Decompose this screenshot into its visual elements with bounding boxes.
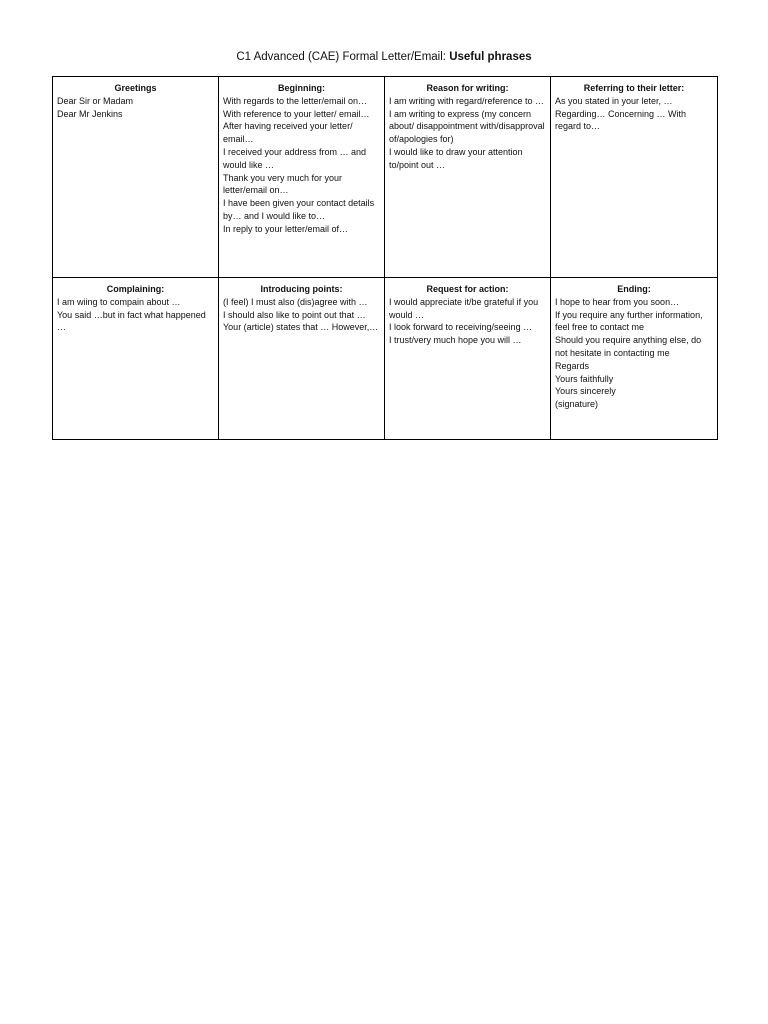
- cell-heading: Reason for writing:: [426, 83, 509, 93]
- cell-heading: Ending:: [617, 284, 651, 294]
- cell-request-for-action: [385, 278, 551, 440]
- phrase-line: I look forward to receiving/seeing …: [389, 322, 533, 333]
- phrase-line: (I feel) I must also (dis)agree with …: [223, 296, 368, 307]
- page-title: [0, 51, 768, 63]
- cell-heading: Request for action:: [426, 284, 509, 294]
- cell-greetings: [53, 77, 219, 278]
- phrase-line: I would appreciate it/be grateful if you would …: [389, 296, 539, 320]
- phrase-line: I have been given your contact details by… and I would like to…: [223, 198, 375, 221]
- phrase-line: Should you require anything else, do not hesitate in contacting me: [555, 335, 702, 358]
- phrase-line: I am writing with regard/reference to …: [389, 95, 545, 106]
- phrase-line: Regards: [555, 360, 590, 371]
- cell-ending: [551, 278, 718, 440]
- cell-heading: Complaining:: [106, 284, 165, 294]
- cell-introducing-points: [219, 278, 385, 440]
- phrase-line: I received your address from … and would like …: [223, 146, 367, 170]
- phrase-line: Dear Mr Jenkins: [57, 108, 123, 119]
- phrase-line: I should also like to point out that …: [223, 309, 366, 320]
- cell-heading: Introducing points:: [260, 284, 343, 294]
- title-plain: C1 Advanced (CAE) Formal Letter/Email:: [236, 51, 450, 63]
- phrase-line: After having received your letter/ email…: [223, 121, 353, 145]
- phrase-line: I would like to draw your attention to/point out …: [389, 146, 523, 170]
- phrase-line: Your (article) states that … However,…: [223, 322, 379, 333]
- phrase-line: As you stated in your leter, …: [555, 95, 673, 106]
- cell-reason-for-writing: [385, 77, 551, 278]
- phrase-line: I trust/very much hope you will …: [389, 335, 522, 346]
- cell-beginning: [219, 77, 385, 278]
- phrase-line: In reply to your letter/email of…: [223, 223, 349, 234]
- cell-complaining: [53, 278, 219, 440]
- phrase-line: Yours sincerely: [555, 386, 616, 397]
- cell-heading: Greetings: [114, 83, 157, 93]
- phrase-line: (signature): [555, 399, 599, 410]
- phrase-line: With regards to the letter/email on…: [223, 95, 368, 106]
- title-bold: Useful phrases: [449, 51, 532, 63]
- cell-heading: Referring to their letter:: [583, 83, 685, 93]
- useful-phrases-table: [52, 76, 718, 440]
- phrase-line: If you require any further information, feel free to contact me: [555, 309, 703, 333]
- phrase-line: Thank you very much for your letter/email on…: [223, 172, 343, 196]
- cell-heading: Beginning:: [278, 83, 325, 93]
- phrase-line: I am writing to express (my concern about/ disappointment with/disapproval of/apologies for): [389, 108, 545, 145]
- phrase-line: Regarding… Concerning … With regard to…: [555, 108, 687, 132]
- phrase-line: You said …but in fact what happened …: [57, 309, 206, 333]
- phrase-line: Yours faithfully: [555, 373, 614, 384]
- phrase-line: I hope to hear from you soon…: [555, 296, 680, 307]
- phrase-line: Dear Sir or Madam: [57, 95, 134, 106]
- phrase-line: With reference to your letter/ email…: [223, 108, 370, 119]
- phrase-line: I am wiing to compain about …: [57, 296, 181, 307]
- cell-referring-to-their-letter: [551, 77, 718, 278]
- table-row: [53, 77, 718, 278]
- table-row: [53, 278, 718, 440]
